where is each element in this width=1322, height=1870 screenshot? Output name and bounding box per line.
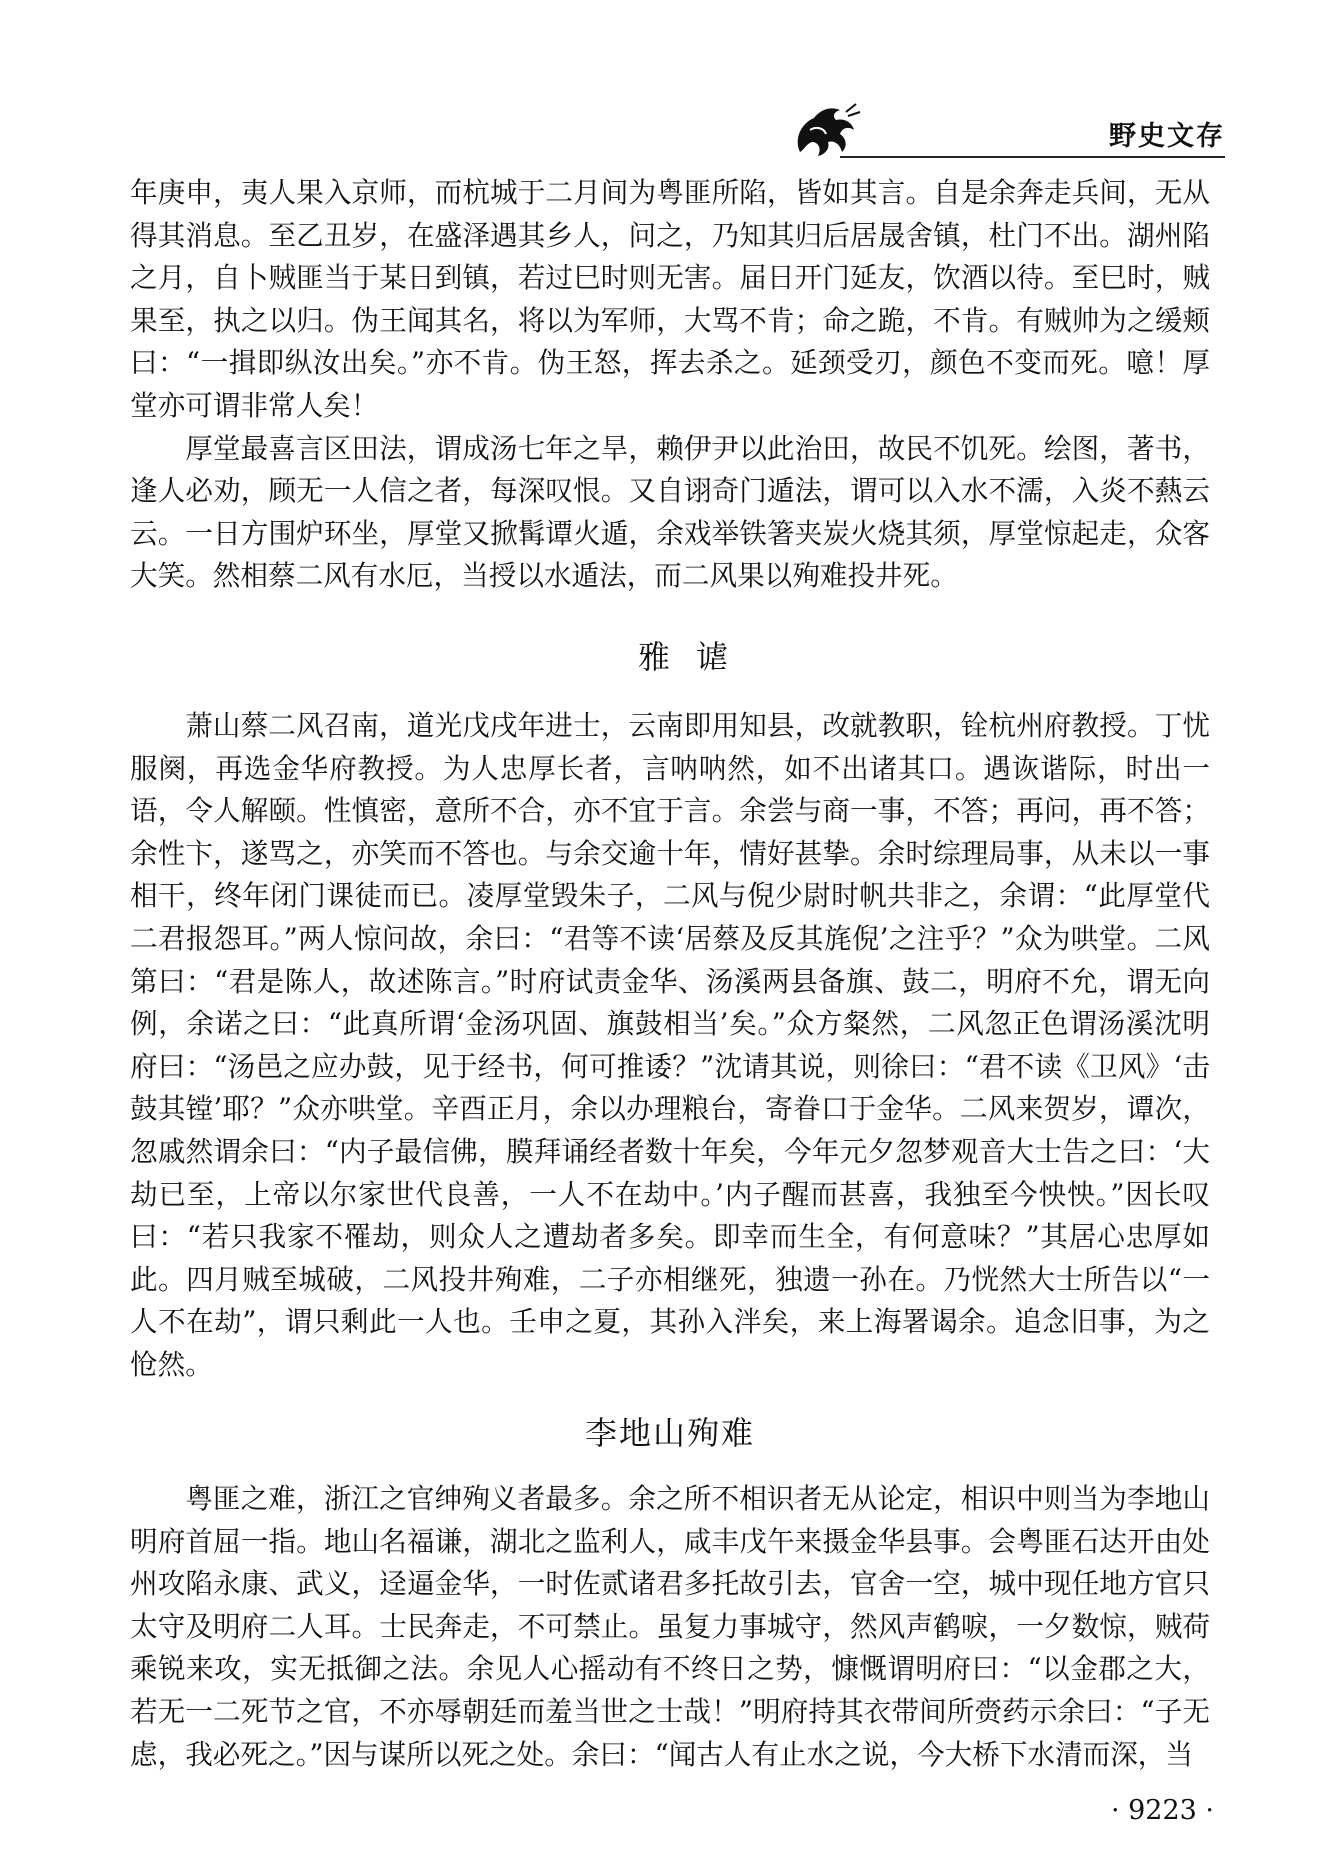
- running-title: 野史文存: [1109, 121, 1225, 152]
- header-rule: [840, 156, 1225, 158]
- section-title-yanue: 雅谑: [637, 638, 754, 676]
- paragraph: 年庚申，夷人果入京师，而杭城于二月间为粤匪所陷，皆如其言。自是余奔走兵间，无从得其消息。至乙丑岁，在盛泽遇其乡人，问之，乃知其归后居晟舍镇，杜门不出。湖州陷之月，自卜贼匪当于某日到镇，若过巳时则无害。届日开门延友，饮酒以待。至巳时，贼果至，执之以归。伪王闻其名，将以为军师，大骂不肯；命之跪，不肯。有贼帅为之缓颊曰：“一揖即纵汝出矣。”亦不肯。伪王怒，挥去杀之。延颈受刃，颜色不变而死。噫！厚堂亦可谓非常人矣！: [130, 176, 1210, 422]
- dragon-emblem-icon: [790, 100, 862, 160]
- section2-body: [130, 1478, 1210, 1776]
- section1-body: [130, 705, 1210, 1387]
- page-number: · 9223 ·: [1110, 1795, 1214, 1826]
- paragraph: 厚堂最喜言区田法，谓成汤七年之旱，赖伊尹以此治田，故民不饥死。绘图，著书，逢人必劝，顾无一人信之者，每深叹恨。又自诩奇门遁法，谓可以入水不濡，入炎不爇云云。一日方围炉环坐，厚堂又掀髯谭火遁，余戏举铁箸夹炭火烧其须，厚堂惊起走，众客大笑。然相蔡二风有水厄，当授以水遁法，而二风果以殉难投井死。: [130, 431, 1210, 593]
- section0-body: [130, 172, 1210, 598]
- paragraph: 粤匪之难，浙江之官绅殉义者最多。余之所不相识者无从论定，相识中则当为李地山明府首屈一指。地山名福谦，湖北之监利人，咸丰戊午来摄金华县事。会粤匪石达开由处州攻陷永康、武义，迳逼金华，一时佐贰诸君多托故引去，官舍一空，城中现任地方官只太守及明府二人耳。士民奔走，不可禁止。虽复力事城守，然风声鹤唳，一夕数惊，贼荷乘锐来攻，实无抵御之法。余见人心摇动有不终日之势，慷慨谓明府曰：“以金郡之大，若无一二死节之官，不亦辱朝廷而羞当世之士哉！”明府持其衣带间所赍药示余曰：“子无虑，我必死之。”因与谋所以死之处。余曰：“闻古人有止水之说，今大桥下水清而深，当: [130, 1482, 1210, 1771]
- running-header: [790, 100, 1225, 160]
- paragraph: 萧山蔡二风召南，道光戊戌年进士，云南即用知县，改就教职，铨杭州府教授。丁忧服阕，再选金华府教授。为人忠厚长者，言呐呐然，如不出诸其口。遇诙谐际，时出一语，令人解颐。性慎密，意所不合，亦不宜于言。余尝与商一事，不答；再问，再不答；余性卞，遂骂之，亦笑而不答也。与余交逾十年，情好甚挚。余时综理局事，从未以一事相干，终年闭门课徒而已。凌厚堂毁朱子，二风与倪少尉时帆共非之，余谓：“此厚堂代二君报怨耳。”两人惊问故，余曰：“君等不读‘居蔡及反其旄倪’之注乎？”众为哄堂。二风第曰：“君是陈人，故述陈言。”时府试责金华、汤溪两县备旗、鼓二，明府不允，谓无向例，余诺之曰：“此真所谓‘金汤巩固、旗鼓相当’矣。”众方粲然，二风忽正色谓汤溪沈明府曰：“汤邑之应办鼓，见于经书，何可推诿？”沈请其说，则徐曰：“君不读《卫风》‘击鼓其镗’耶？”众亦哄堂。辛酉正月，余以办理粮台，寄眷口于金华。二风来贺岁，谭次，忽戚然谓余曰：“内子最信佛，膜拜诵经者数十年矣，今年元夕忽梦观音大士告之曰：‘大劫已至，上帝以尔家世代良善，一人不在劫中。’内子醒而甚喜，我独至今怏怏。”因长叹曰：“若只我家不罹劫，则众人之遭劫者多矣。即幸而生全，有何意味？”其居心忠厚如此。四月贼至城破，二风投井殉难，二子亦相继死，独遗一孙在。乃恍然大士所告以“一人不在劫”，谓只剩此一人也。壬申之夏，其孙入泮矣，来上海署谒余。追念旧事，为之怆然。: [130, 709, 1210, 1381]
- section-title-lidishan: 李地山殉难: [584, 1414, 755, 1452]
